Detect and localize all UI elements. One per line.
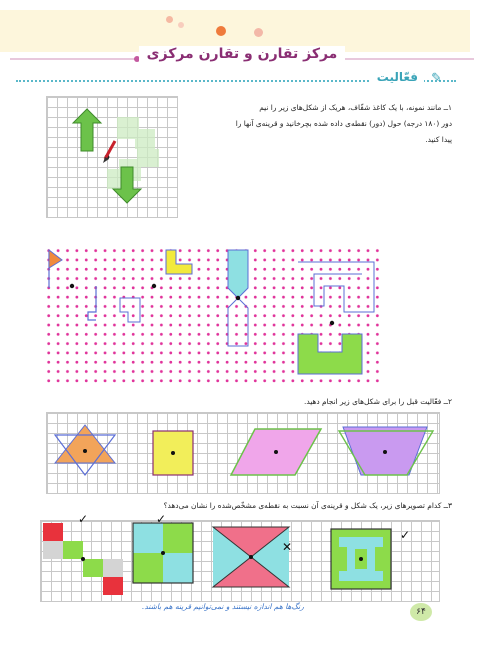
check-mark-1: ✓ [78,512,89,526]
sample-rotation-figure [47,97,177,217]
q3-grid [40,520,440,602]
pencil-icon: ✎ [431,71,442,86]
dot-grid-figures [44,246,382,384]
check-mark-4: ✓ [400,528,411,542]
question-1-line: دور (۱۸۰ درجه) حول (دور) نقطه‌ی داده شده بچرخانید و قرینه‌ی آنها را [235,119,452,128]
question-1-line: ۱ــ مانند نمونه، با یک کاغذ شفّاف، هریک از شکل‌های زیر را نیم [259,103,452,112]
q3-figures [41,521,439,601]
page-number: ۶۴ [410,603,432,621]
decor-dot [178,22,184,28]
activity-heading: فعّالیت [371,70,424,84]
q2-grid [46,412,440,494]
q2-figures [47,413,439,493]
sample-rotation-grid [46,96,178,218]
question-2: ۲ــ فعّالیت قبل را برای شکل‌های زیر انجام دهید. [303,397,452,406]
cross-mark-3: ✕ [282,540,293,554]
dot-grid [44,246,382,384]
decor-dot [166,16,173,23]
page-title: مرکز تقارن و تقارن مرکزی [0,46,484,62]
question-3: ۳ــ کدام تصویرهای زیر، یک شکل و قرینه‌ی آن نسبت به نقطه‌ی مشخّص‌شده را نشان می‌دهد؟ [163,501,452,510]
handwritten-note: رنگ‌ها هم اندازه نیستند و نمی‌توانیم قرینه هم باشند. [142,602,304,611]
question-1-line: پیدا کنید. [425,135,452,144]
decor-dot [216,26,226,36]
decor-dot [254,28,263,37]
check-mark-2: ✓ [156,512,167,526]
question-1 [190,100,452,148]
